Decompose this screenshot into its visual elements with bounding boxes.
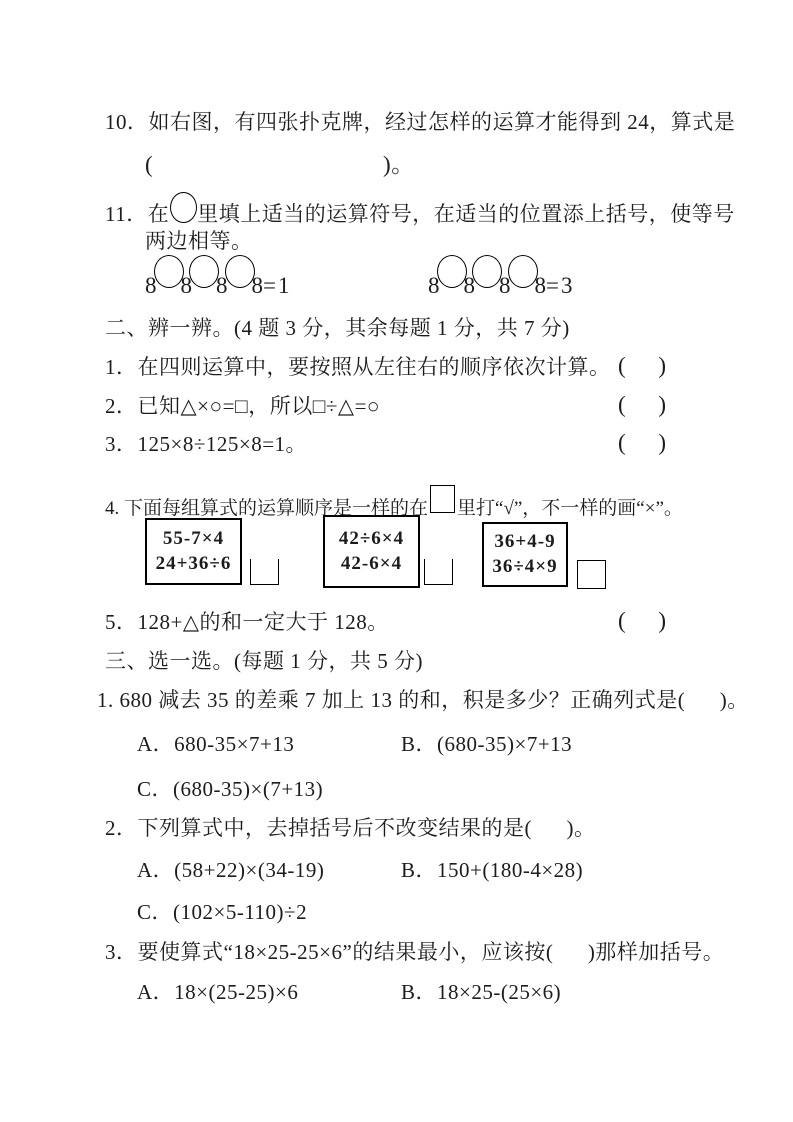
choice-q1-option-a: A．680-35×7+13 — [137, 732, 295, 756]
expression: 55-7×4 — [162, 528, 225, 549]
paren-close: ) — [658, 430, 666, 455]
operator-circle-icon — [437, 255, 467, 288]
paren-close: ) — [658, 353, 666, 378]
judge-item-3: 3．125×8÷125×8=1。 — [105, 432, 308, 456]
question-10-answer-paren-open: ( — [145, 152, 154, 177]
question-10-answer-paren-close: )。 — [383, 152, 415, 177]
judge-item-5: 5．128+△的和一定大于 128。 — [105, 610, 389, 634]
question-11-text-line2: 两边相等。 — [145, 229, 253, 253]
question-11-prefix: 11．在 — [105, 202, 170, 226]
expression: 42÷6×4 — [338, 528, 405, 549]
choice-q3-option-a: A．18×(25-25)×6 — [137, 980, 299, 1004]
judge-item-4-suffix: 里打“√”，不一样的画“×”。 — [457, 498, 683, 519]
expression-box-3 — [482, 522, 568, 587]
choice-q1-option-c: C．(680-35)×(7+13) — [137, 777, 324, 801]
operator-circle-icon — [472, 255, 502, 288]
paren-close: ) — [658, 608, 666, 633]
paren-close: ) — [658, 392, 666, 417]
choice-q1-option-b: B．(680-35)×7+13 — [401, 732, 573, 756]
question-11-text — [105, 192, 735, 226]
section-three-header: 三、选一选。(每题 1 分，共 5 分) — [105, 649, 423, 673]
check-box-3 — [577, 560, 606, 589]
operator-circle-icon — [154, 255, 184, 288]
choice-question-3: 3．要使算式“18×25-25×6”的结果最小，应该按( )那样加括号。 — [105, 940, 725, 964]
operator-circle-icon — [225, 255, 255, 288]
operator-circle-icon — [170, 192, 197, 223]
check-box-1 — [250, 559, 279, 585]
operator-circle-icon — [189, 255, 219, 288]
judge-item-1: 1．在四则运算中，要按照从左往右的顺序依次计算。 — [105, 355, 611, 379]
expression-box-2 — [323, 515, 420, 588]
choice-question-1: 1. 680 减去 35 的差乘 7 加上 13 的和，积是多少？正确列式是( )。 — [97, 688, 749, 712]
equation-eight-equals-three — [428, 257, 574, 297]
digit: 8 — [180, 273, 192, 298]
digit: 8 — [499, 273, 511, 298]
paren-open: ( — [618, 608, 626, 633]
question-10-text: 10．如右图，有四张扑克牌，经过怎样的运算才能得到 24，算式是 — [105, 110, 736, 134]
judge-paren-1 — [618, 353, 666, 379]
paren-open: ( — [618, 353, 626, 378]
digit: 8 — [428, 273, 440, 298]
expression: 36+4-9 — [494, 531, 556, 552]
expression: 24+36÷6 — [155, 553, 232, 574]
choice-question-2: 2．下列算式中，去掉括号后不改变结果的是( )。 — [105, 816, 596, 840]
digit: 8 — [534, 273, 546, 298]
answer-square-icon — [430, 485, 455, 513]
choice-q3-option-b: B．18×25-(25×6) — [401, 980, 562, 1004]
check-box-2 — [424, 559, 453, 585]
judge-paren-5 — [618, 608, 666, 634]
digit: 8 — [251, 273, 263, 298]
equation-result: =1 — [263, 273, 292, 298]
expression: 36÷4×9 — [492, 556, 558, 577]
question-11-suffix: 里填上适当的运算符号，在适当的位置添上括号，使等号 — [197, 202, 735, 226]
digit: 8 — [216, 273, 228, 298]
equation-result: =3 — [546, 273, 575, 298]
judge-paren-3 — [618, 430, 666, 456]
digit: 8 — [145, 273, 157, 298]
operator-circle-icon — [508, 255, 538, 288]
equation-eight-equals-one — [145, 257, 291, 297]
judge-paren-2 — [618, 392, 666, 418]
choice-q2-option-a: A．(58+22)×(34-19) — [137, 858, 325, 882]
digit: 8 — [463, 273, 475, 298]
expression-box-1 — [145, 518, 242, 585]
choice-q2-option-c: C．(102×5-110)÷2 — [137, 900, 308, 924]
choice-q2-option-b: B．150+(180-4×28) — [401, 858, 584, 882]
expression: 42-6×4 — [340, 553, 403, 574]
judge-item-2: 2．已知△×○=□，所以□÷△=○ — [105, 394, 381, 418]
paren-open: ( — [618, 430, 626, 455]
judge-item-4-prefix: 4. 下面每组算式的运算顺序是一样的在 — [105, 498, 429, 519]
paren-open: ( — [618, 392, 626, 417]
section-two-header: 二、辨一辨。(4 题 3 分，其余每题 1 分，共 7 分) — [105, 316, 570, 340]
